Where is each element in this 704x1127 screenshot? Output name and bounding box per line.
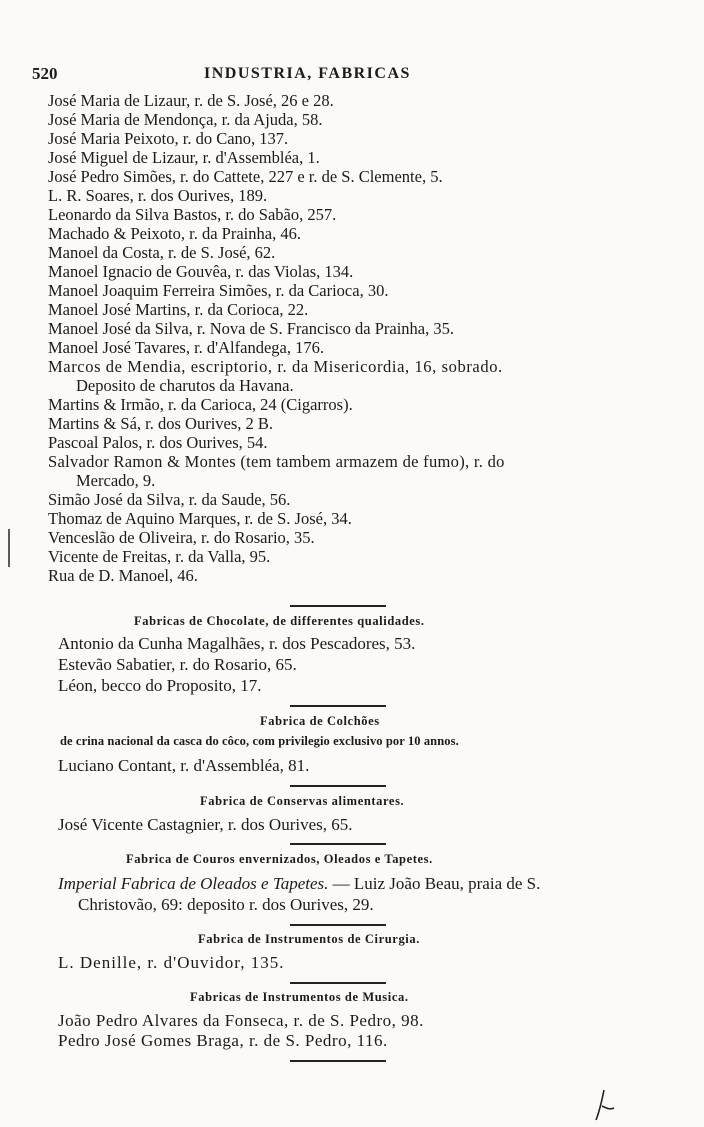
section-title-chocolate: Fabricas de Chocolate, de differentes qualidades. [134,614,425,628]
section-entry: Christovão, 69: deposito r. dos Ourives, 29. [78,895,374,914]
list-item: Venceslão de Oliveira, r. do Rosario, 35. [48,528,315,547]
section-rule [290,785,386,787]
list-item: José Maria Peixoto, r. do Cano, 137. [48,129,289,148]
list-item: José Pedro Simões, r. do Cattete, 227 e r. de S. Clemente, 5. [48,167,443,186]
list-item: José Miguel de Lizaur, r. d'Assembléa, 1. [48,148,320,167]
list-item: Simão José da Silva, r. da Saude, 56. [48,490,291,509]
page-number: 520 [32,64,58,83]
section-title-colchoes: Fabrica de Colchões [260,714,380,728]
entry-list [48,92,648,586]
handwritten-mark-icon [590,1088,618,1122]
section-entry: Pedro José Gomes Braga, r. de S. Pedro, 116. [58,1031,388,1050]
list-item: Manoel Ignacio de Gouvêa, r. das Violas, 134. [48,262,354,281]
section-entry-text: — Luiz João Beau, praia de S. [332,874,541,893]
list-item: Manoel da Costa, r. de S. José, 62. [48,243,276,262]
list-item: Leonardo da Silva Bastos, r. do Sabão, 257. [48,205,337,224]
list-item: José Maria de Mendonça, r. da Ajuda, 58. [48,110,323,129]
list-item: Manoel José Martins, r. da Corioca, 22. [48,300,309,319]
running-head: INDUSTRIA, FABRICAS [204,65,411,82]
section-entry: Antonio da Cunha Magalhães, r. dos Pescadores, 53. [58,634,416,653]
list-item: Vicente de Freitas, r. da Valla, 95. [48,547,271,566]
list-item: Manoel José Tavares, r. d'Alfandega, 176. [48,338,324,357]
list-item-continuation: Deposito de charutos da Havana. [76,376,294,395]
list-item: Martins & Irmão, r. da Carioca, 24 (Cigarros). [48,395,353,414]
section-subtitle-colchoes: de crina nacional da casca do côco, com privilegio exclusivo por 10 annos. [60,734,459,748]
section-rule [290,843,386,845]
page-header [32,64,472,88]
section-rule [290,605,386,607]
list-item: Pascoal Palos, r. dos Ourives, 54. [48,433,268,452]
list-item: Manoel José da Silva, r. Nova de S. Francisco da Prainha, 35. [48,319,455,338]
section-title-couros: Fabrica de Couros envernizados, Oleados e Tapetes. [126,852,433,866]
list-item: Machado & Peixoto, r. da Prainha, 46. [48,224,301,243]
section-entry: Luciano Contant, r. d'Assembléa, 81. [58,756,310,775]
section-title-cirurgia: Fabrica de Instrumentos de Cirurgia. [198,932,420,946]
section-entry-line [58,874,540,894]
pencil-mark-icon [6,528,12,568]
section-title-conservas: Fabrica de Conservas alimentares. [200,794,405,808]
list-item: Rua de D. Manoel, 46. [48,566,198,585]
section-rule [290,1060,386,1062]
section-entry: Léon, becco do Proposito, 17. [58,676,262,695]
list-item: L. R. Soares, r. dos Ourives, 189. [48,186,268,205]
list-item: Manoel Joaquim Ferreira Simões, r. da Carioca, 30. [48,281,389,300]
italic-lead: Imperial Fabrica de Oleados e Tapetes. [58,874,329,893]
section-entry: L. Denille, r. d'Ouvidor, 135. [58,953,285,972]
list-item-continuation: Mercado, 9. [76,471,156,490]
list-item: Martins & Sá, r. dos Ourives, 2 B. [48,414,274,433]
section-rule [290,982,386,984]
list-item: Thomaz de Aquino Marques, r. de S. José, 34. [48,509,352,528]
list-item: Salvador Ramon & Montes (tem tambem armazem de fumo), r. do [48,452,505,471]
section-title-musica: Fabricas de Instrumentos de Musica. [190,990,409,1004]
section-entry: Estevão Sabatier, r. do Rosario, 65. [58,655,297,674]
list-item: Marcos de Mendia, escriptorio, r. da Misericordia, 16, sobrado. [48,357,503,376]
section-entry: João Pedro Alvares da Fonseca, r. de S. Pedro, 98. [58,1011,424,1030]
list-item: José Maria de Lizaur, r. de S. José, 26 e 28. [48,91,334,110]
section-rule [290,924,386,926]
section-entry: José Vicente Castagnier, r. dos Ourives, 65. [58,815,353,834]
section-rule [290,705,386,707]
